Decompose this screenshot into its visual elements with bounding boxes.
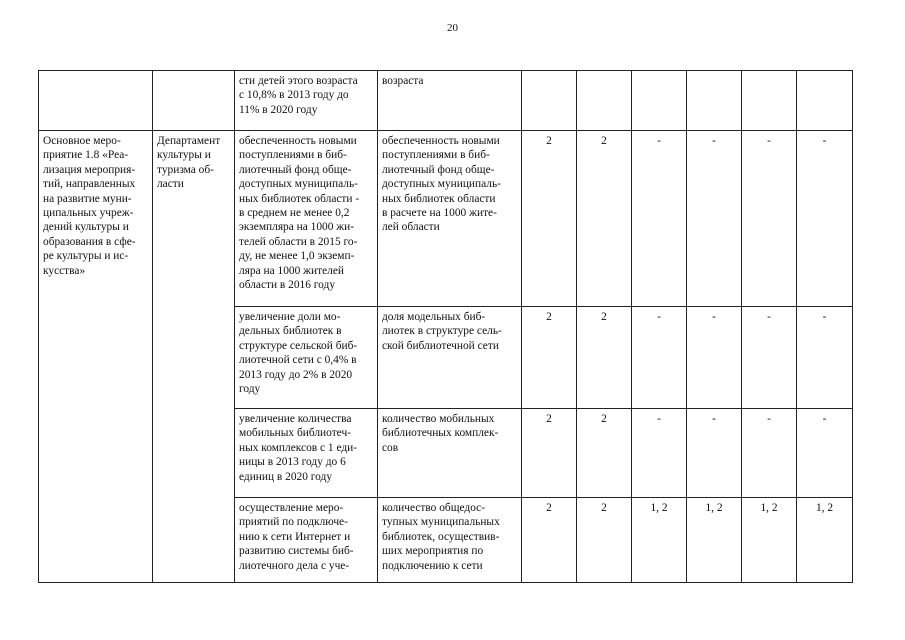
value-cell: 1, 2: [687, 498, 742, 583]
value-cell: [687, 71, 742, 131]
value-cell: [742, 71, 797, 131]
value-cell: 2: [577, 409, 632, 498]
value-cell: [632, 71, 687, 131]
table-row: [39, 71, 853, 131]
value-cell: -: [632, 409, 687, 498]
value-cell: -: [797, 409, 853, 498]
value-cell: -: [797, 131, 853, 307]
value-cell: -: [687, 307, 742, 409]
goal-cell: осуществление меро- приятий по подключе- нию к сети Интернет и развитию системы биб- лиотечного дела с уче-: [235, 498, 378, 583]
goal-cell: увеличение доли мо- дельных библиотек в структуре сельской биб- лиотечной сети с 0,4% в 2013 году до 2% в 2020 году: [235, 307, 378, 409]
value-cell: 2: [522, 307, 577, 409]
main-executor-cell: Департамент культуры и туризма об- ласти: [153, 131, 235, 583]
value-cell: 2: [577, 307, 632, 409]
value-cell: -: [797, 307, 853, 409]
goal-cell: обеспеченность новыми поступлениями в биб- лиотечный фонд обще- доступных муниципаль- ных библиотек области - в среднем не менее 0,2 экземпляра на 1000 жи- телей области в 2015 го- ду, не менее 1,0 экземп- ляра на 1000 жителей области в 2016 году: [235, 131, 378, 307]
indicator-cell: количество общедос- тупных муниципальных библиотек, осуществив- ших мероприятия по подключению к сети: [378, 498, 522, 583]
indicator-cell: обеспеченность новыми поступлениями в биб- лиотечный фонд обще- доступных муниципаль- ных библиотек области в расчете на 1000 жите- лей области: [378, 131, 522, 307]
value-cell: 1, 2: [632, 498, 687, 583]
indicator-cell: возраста: [378, 71, 522, 131]
value-cell: 2: [522, 498, 577, 583]
value-cell: 1, 2: [797, 498, 853, 583]
value-cell: 2: [577, 131, 632, 307]
value-cell: -: [687, 131, 742, 307]
value-cell: [522, 71, 577, 131]
main-measure-cell: Основное меро- приятие 1.8 «Реа- лизация мероприя- тий, направленных на развитие муни- ципальных учреж- дений культуры и образования в сфе- ре культуры и ис- кусства»: [39, 131, 153, 583]
value-cell: -: [687, 409, 742, 498]
value-cell: [797, 71, 853, 131]
value-cell: -: [632, 131, 687, 307]
program-table: [38, 70, 853, 583]
goal-cell: сти детей этого возраста с 10,8% в 2013 году до 11% в 2020 году: [235, 71, 378, 131]
value-cell: -: [742, 409, 797, 498]
value-cell: 1, 2: [742, 498, 797, 583]
indicator-cell: количество мобильных библиотечных комплек- сов: [378, 409, 522, 498]
value-cell: -: [742, 307, 797, 409]
value-cell: 2: [522, 131, 577, 307]
indicator-cell: доля модельных биб- лиотек в структуре сель- ской библиотечной сети: [378, 307, 522, 409]
goal-cell: увеличение количества мобильных библиотеч- ных комплексов с 1 еди- ницы в 2013 году до 6 единиц в 2020 году: [235, 409, 378, 498]
page-number: 20: [447, 22, 458, 34]
value-cell: -: [742, 131, 797, 307]
table-row: [39, 131, 853, 307]
value-cell: [577, 71, 632, 131]
measure-cell: [39, 71, 153, 131]
value-cell: 2: [522, 409, 577, 498]
value-cell: 2: [577, 498, 632, 583]
executor-cell: [153, 71, 235, 131]
value-cell: -: [632, 307, 687, 409]
